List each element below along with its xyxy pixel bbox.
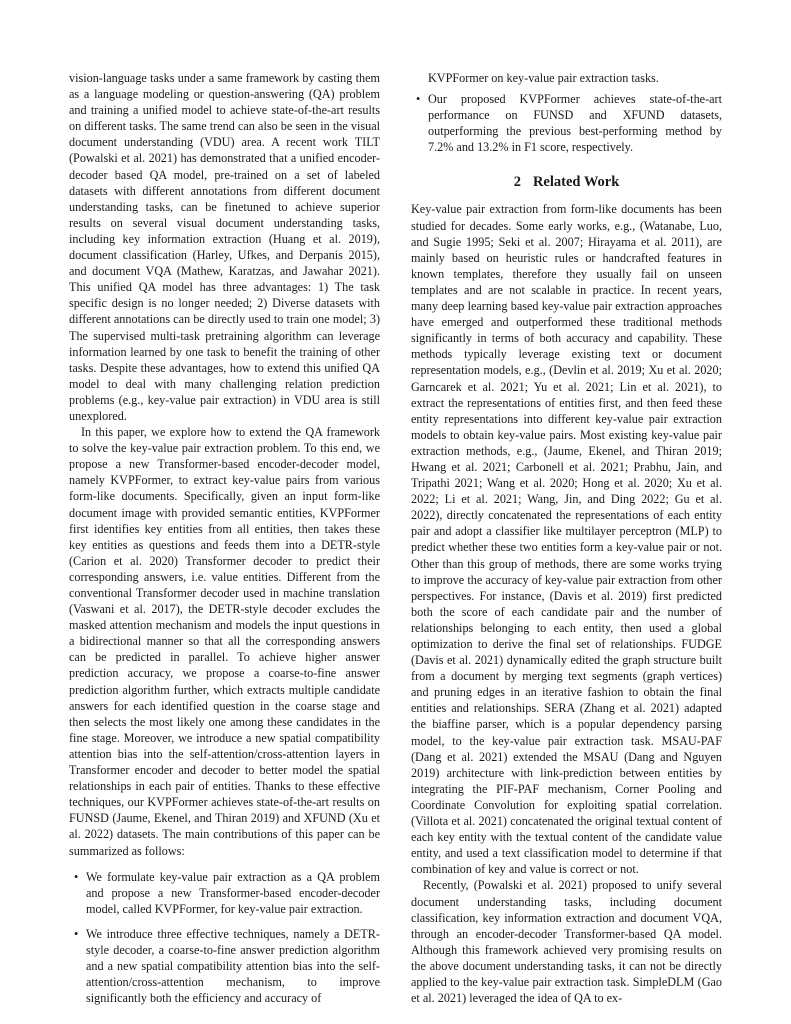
contribution-text: We introduce three effective techniques, namely a DETR-style decoder, a coarse-to-fine answer prediction algorithm and a new spatial compatibility attention bias into the self-attention/cross-attention mechanism, to improve significantly both the efficiency and accuracy of <box>86 926 380 1006</box>
contribution-item <box>411 91 722 155</box>
contribution-text: We formulate key-value pair extraction as a QA problem and propose a new Transformer-based encoder-decoder model, called KVPFormer, for key-value pair extraction. <box>86 869 380 916</box>
contribution-text-continuation: KVPFormer on key-value pair extraction tasks. <box>428 71 659 85</box>
related-work-paragraph: Key-value pair extraction from form-like documents has been studied for decades. Some early works, e.g., (Watanabe, Luo, and Sugie 1995; Seki et al. 2007; Hirayama et al. 2011), are mainly based on heuristic rules or handcrafted features in known templates, therefore they usually fail on unseen templates and are not scalable in practice. In recent years, many deep learning based key-value pair extraction approaches have emerged and outperformed these traditional methods significantly in terms of both accuracy and capability. These methods typically leverage existing text or document representation models, e.g., (Devlin et al. 2019; Xu et al. 2020; Garncarek et al. 2021; Yu et al. 2021; Lin et al. 2021), to extract the representations of entities first, and then feed these entity representations into different key-value pair extraction models to obtain key-value pairs. Most existing key-value pair extraction methods, e.g., (Jaume, Ekenel, and Thiran 2019; Hwang et al. 2021; Carbonell et al. 2021; Prabhu, Jain, and Tripathi 2021; Wang et al. 2020; Hong et al. 2020; Xu et al. 2022; Li et al. 2021; Wang, Jin, and Ding 2022; Gu et al. 2022), directly concatenated the representations of each entity pair and adopt a classifier like multilayer perceptron (MLP) to predict whether these two entities form a key-value pair or not. Other than this group of methods, there are some works trying to improve the accuracy of key-value pair extraction from other perspectives. For instance, (Davis et al. 2019) first predicted both the score of each candidate pair and the number of relationships belonging to each entity, then used a global optimization to derive the final set of relationships. FUDGE (Davis et al. 2021) dynamically edited the graph structure built from a document by merging text segments (graph vertices) and pruning edges in an iterative fashion to obtain the final entities and relationships. SERA (Zhang et al. 2021) adapted the biaffine parser, which is a popular dependency parsing model, to the key-value pair extraction task. MSAU-PAF (Dang et al. 2021) extended the MSAU (Dang and Nguyen 2019) architecture with link-prediction between entities by integrating the PIF-PAF mechanism, Corner Pooling and Coordinate Convolution for exploiting spatial correlation. (Villota et al. 2021) concatenated the original textual content of each key entity with the textual content of the candidate value entity, and used a text classification model to determine if that combination of key and value is correct or not. <box>411 202 722 877</box>
section-title: Related Work <box>532 174 620 191</box>
left-column <box>69 70 380 1015</box>
related-work-paragraph-qa: Recently, (Powalski et al. 2021) proposed to unify several document understanding tasks, including document classification, key information extraction and document VQA, through an encoder-decoder Transformer-based QA model. Although this framework achieved very promising results on the above document understanding tasks, it can not be directly applied to the key-value pair extraction task. SimpleDLM (Gao et al. 2021) leveraged the idea of QA to ex- <box>411 878 722 1006</box>
bullet-marker: • <box>74 869 79 884</box>
contributions-list <box>69 869 380 1007</box>
contributions-list-continued <box>411 91 722 155</box>
right-column <box>411 70 722 1006</box>
intro-paragraph-proposal: In this paper, we explore how to extend the QA framework to solve the key-value pair extraction problem. To this end, we propose a new Transformer-based encoder-decoder model, namely KVPFormer, to extract key-value pairs from various form-like documents. Specifically, given an input form-like document image with provided semantic entities, KVPFormer first identifies key entities from all entities, then takes these key entities as questions and feeds them into a DETR-style (Carion et al. 2020) Transformer decoder to predict their corresponding answers, i.e. value entities. Different from the conventional Transformer decoder used in machine translation (Vaswani et al. 2017), the DETR-style decoder excludes the masked attention mechanism and models the input questions in a bidirectional manner so that all the corresponding answers can be predicted in parallel. To achieve higher answer prediction accuracy, we propose a coarse-to-fine answer prediction algorithm further, which extracts multiple candidate answers for each identified question in the coarse stage and then selects the most likely one among these candidates in the fine stage. Moreover, we introduce a new spatial compatibility attention bias into the self-attention/cross-attention layers in Transformer encoder and decoder to better model the spatial relationships in each pair of entities. Thanks to these effective techniques, our KVPFormer achieves state-of-the-art results on FUNSD (Jaume, Ekenel, and Thiran 2019) and XFUND (Xu et al. 2022) datasets. The main contributions of this paper can be summarized as follows: <box>69 425 380 858</box>
section-number: 2 <box>513 174 521 191</box>
contribution-item <box>69 926 380 1006</box>
section-heading-related-work <box>411 173 722 191</box>
bullet-marker: • <box>74 926 79 941</box>
contribution-text: Our proposed KVPFormer achieves state-of-the-art performance on FUNSD and XFUND datasets, outperforming the previous best-performing method by 7.2% and 13.2% in F1 score, respectively. <box>428 92 722 155</box>
bullet-marker: • <box>416 92 421 107</box>
contribution-item <box>69 869 380 917</box>
intro-paragraph-continuation: vision-language tasks under a same framework by casting them as a language modeling or question-answering (QA) problem and training a unified model to achieve state-of-the-art results on different tasks. The same trend can also be seen in the visual document understanding (VDU) area. A recent work TILT (Powalski et al. 2021) has demonstrated that a unified encoder-decoder based QA model, pre-trained on a set of labeled datasets with different annotations from different document understanding tasks, can be finetuned to achieve superior results on several visual document understanding tasks, including key information extraction (Huang et al. 2019), document classification (Harley, Ufkes, and Derpanis 2015), and document VQA (Mathew, Karatzas, and Jawahar 2021). This unified QA model has three advantages: 1) The task specific design is no longer needed; 2) Diverse datasets with different annotations can be directly used to train one model; 3) The supervised multi-task pretraining algorithm can leverage information learned by one task to benefit the training of other tasks. Despite these advantages, how to extend this unified QA model to deal with many challenging relation prediction problems (e.g., key-value pair extraction) in VDU area is still unexplored. <box>69 71 380 423</box>
